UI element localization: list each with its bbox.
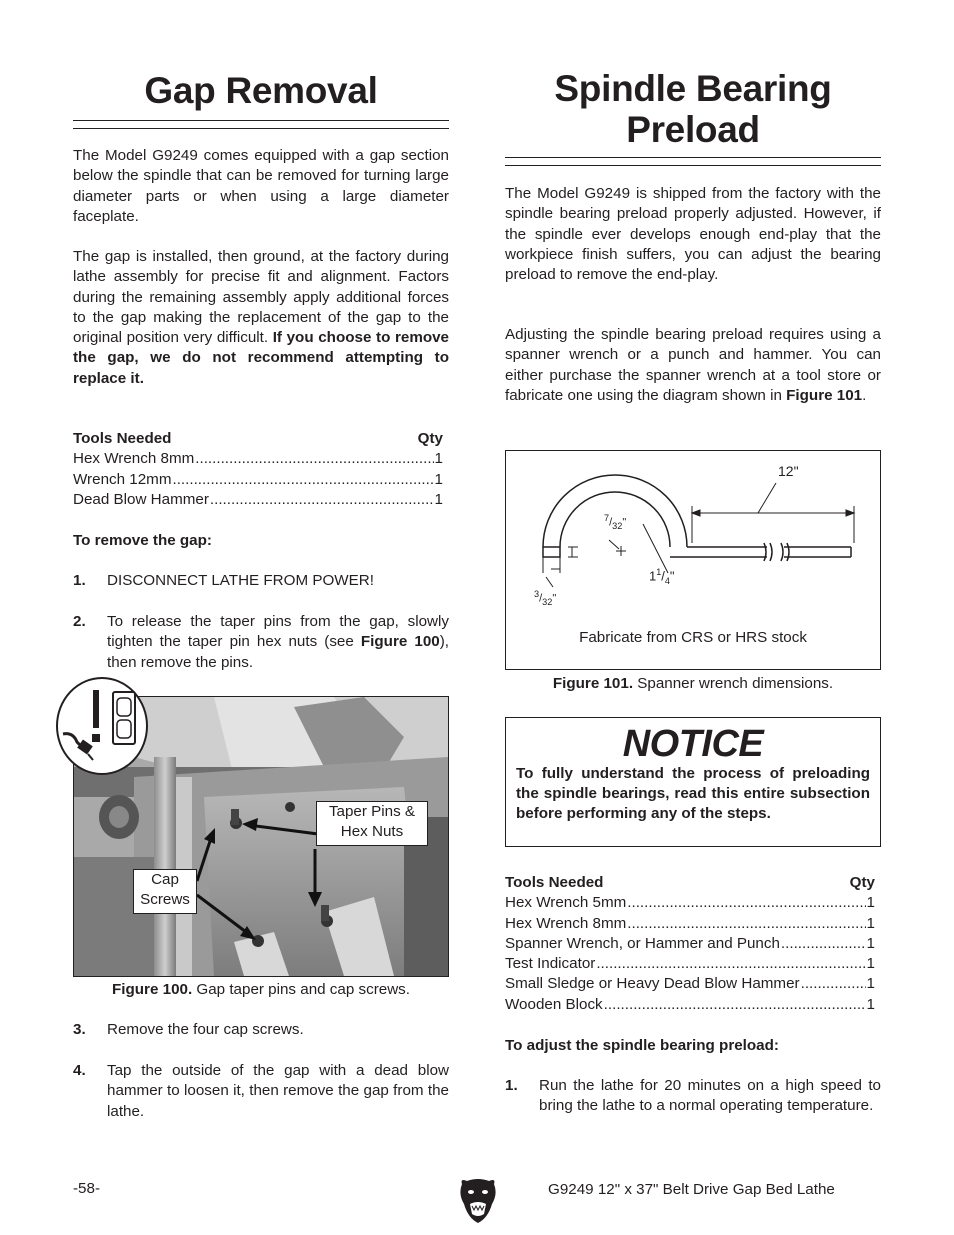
bear-head-icon bbox=[458, 1178, 498, 1224]
disconnect-power-warning-icon bbox=[55, 676, 149, 776]
procedure-title: To remove the gap: bbox=[73, 532, 212, 549]
page-number: -58- bbox=[73, 1180, 101, 1197]
figure-100-caption: Figure 100. Gap taper pins and cap screws. bbox=[112, 981, 410, 998]
step-2: 2. To release the taper pins from the gap, slowly tighten the taper pin hex nuts (see Figure 100), then remove the pins. bbox=[73, 613, 449, 671]
leader-dots bbox=[627, 914, 865, 934]
preload-step-1: 1. Run the lathe for 20 minutes on a high speed to bring the lathe to a normal operating temperature. bbox=[505, 1077, 881, 1115]
dimension-1-1-4: $1^1/_4$" bbox=[649, 567, 675, 586]
figure-101-diagram bbox=[505, 450, 881, 670]
tools-needed-list bbox=[73, 429, 443, 510]
leader-dots bbox=[801, 974, 866, 994]
tool-qty: 1 bbox=[434, 450, 443, 468]
tool-name: Small Sledge or Heavy Dead Blow Hammer bbox=[505, 975, 800, 993]
notice-title: NOTICE bbox=[622, 723, 764, 765]
tools-header: Tools Needed Qty bbox=[505, 874, 875, 891]
tools-rows bbox=[505, 893, 875, 1015]
leader-dots bbox=[781, 934, 866, 954]
tool-qty: 1 bbox=[434, 490, 443, 508]
tool-row bbox=[505, 893, 875, 913]
grizzly-bear-logo-icon bbox=[458, 1178, 498, 1224]
taper-pins-callout: Taper Pins & Hex Nuts bbox=[316, 801, 428, 846]
tool-row bbox=[73, 449, 443, 469]
tool-row bbox=[505, 974, 875, 994]
heading-rule bbox=[73, 120, 449, 129]
cap-screws-callout: Cap Screws bbox=[133, 869, 197, 914]
tool-name: Hex Wrench 5mm bbox=[505, 894, 627, 912]
tool-row bbox=[505, 914, 875, 934]
heading-rule bbox=[505, 157, 881, 166]
tool-row bbox=[73, 470, 443, 490]
tool-row bbox=[505, 995, 875, 1015]
tool-qty: 1 bbox=[434, 470, 443, 488]
fabricate-note: Fabricate from CRS or HRS stock bbox=[579, 629, 807, 646]
preload-intro-paragraph: The Model G9249 is shipped from the factory with the spindle bearing preload properly adjusted. However, if the spindle ever develops enough end-play that the workpiece finish suffers, you can adjust the bearing preload to remove the end-play. bbox=[505, 185, 881, 284]
leader-dots bbox=[210, 490, 434, 510]
tool-row bbox=[73, 490, 443, 510]
spindle-preload-heading: Spindle Bearing Preload bbox=[554, 68, 832, 150]
dimension-12-inch: 12" bbox=[778, 463, 799, 479]
unplug-icon bbox=[55, 676, 149, 776]
tool-qty: 1 bbox=[866, 914, 875, 932]
preload-procedure-title: To adjust the spindle bearing preload: bbox=[505, 1037, 779, 1054]
tool-qty: 1 bbox=[866, 975, 875, 993]
tool-name: Wrench 12mm bbox=[73, 470, 172, 488]
footer-model-title: G9249 12" x 37" Belt Drive Gap Bed Lathe bbox=[548, 1181, 835, 1198]
tool-row bbox=[505, 934, 875, 954]
dimension-3-32: $^3/_{32}$" bbox=[534, 589, 557, 607]
step-4: 4. Tap the outside of the gap with a dead blow hammer to loosen it, then remove the gap from the lathe. bbox=[73, 1062, 449, 1120]
dimension-7-32: $^7/_{32}$" bbox=[604, 513, 627, 531]
leader-dots bbox=[195, 449, 433, 469]
tool-qty: 1 bbox=[866, 934, 875, 952]
tool-qty: 1 bbox=[866, 894, 875, 912]
intro-paragraph: The Model G9249 comes equipped with a gap section below the spindle that can be removed for turning large diameter parts or when using a large diameter faceplate. bbox=[73, 147, 449, 225]
tool-name: Spanner Wrench, or Hammer and Punch bbox=[505, 934, 780, 952]
preload-tools-needed-list bbox=[505, 873, 875, 1015]
tools-header: Tools Needed Qty bbox=[73, 430, 443, 447]
tool-name: Dead Blow Hammer bbox=[73, 490, 209, 508]
preload-tools-paragraph: Adjusting the spindle bearing preload requires using a spanner wrench or a punch and hammer. You can either purchase the spanner wrench at a tool store or fabricate one using the diagram shown in Figure 101. bbox=[505, 326, 881, 404]
step-1: 1. DISCONNECT LATHE FROM POWER! bbox=[73, 572, 374, 589]
tools-rows bbox=[73, 449, 443, 510]
leader-dots bbox=[627, 893, 865, 913]
figure-101-caption: Figure 101. Spanner wrench dimensions. bbox=[552, 675, 834, 692]
tool-name: Wooden Block bbox=[505, 995, 603, 1013]
gap-warning-paragraph: The gap is installed, then ground, at the factory during lathe assembly for precise fit and alignment. Factors during the remaining assembly apply additional forces to the gap making the replacement of the gap to the original position very difficult. If you choose to remove the gap, we do not recommend attempting to replace it. bbox=[73, 248, 449, 387]
tool-row bbox=[505, 954, 875, 974]
step-3: 3. Remove the four cap screws. bbox=[73, 1021, 304, 1038]
leader-dots bbox=[596, 954, 865, 974]
gap-removal-heading: Gap Removal bbox=[144, 70, 378, 111]
tool-name: Hex Wrench 8mm bbox=[73, 450, 195, 468]
tool-qty: 1 bbox=[866, 995, 875, 1013]
leader-dots bbox=[604, 995, 866, 1015]
notice-box bbox=[505, 717, 881, 847]
tool-qty: 1 bbox=[866, 955, 875, 973]
notice-text: To fully understand the process of preloading the spindle bearings, read this entire subsection before performing any of the steps. bbox=[516, 765, 870, 823]
tool-name: Test Indicator bbox=[505, 955, 596, 973]
leader-dots bbox=[172, 470, 433, 490]
tool-name: Hex Wrench 8mm bbox=[505, 914, 627, 932]
